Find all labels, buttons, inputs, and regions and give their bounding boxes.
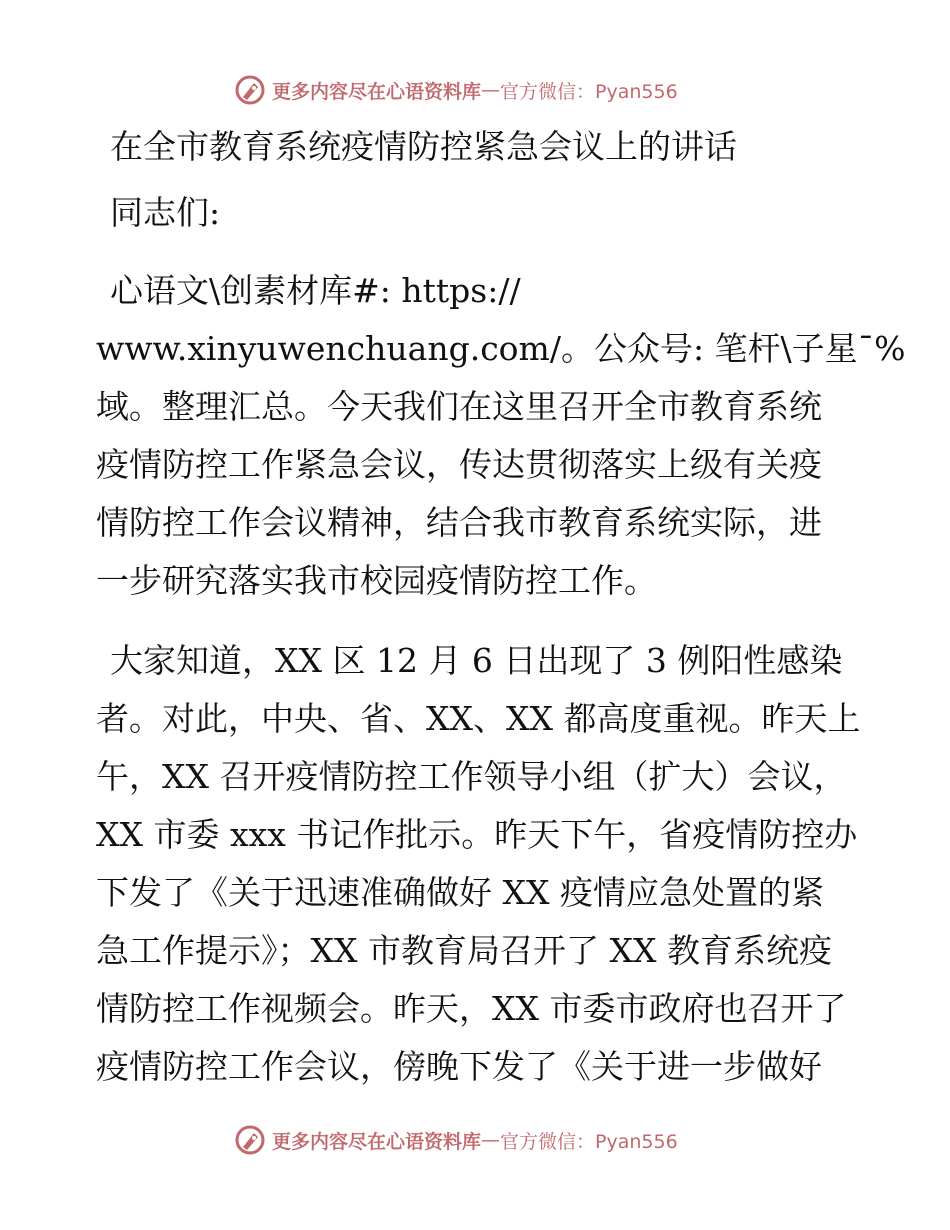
paragraph-line: 午，XX 召开疫情防控工作领导小组（扩大）会议， [96,757,847,796]
watermark-banner-top [234,72,678,108]
paragraph-line: 情防控工作视频会。昨天，XX 市委市政府也召开了 [96,989,847,1028]
watermark-main-text: 更多内容尽在心语资料库 [272,1130,482,1153]
paragraph-line: 疫情防控工作紧急会议，传达贯彻落实上级有关疫 [96,445,822,484]
watermark-banner-bottom [234,1122,678,1158]
document-title: 在全市教育系统疫情防控紧急会议上的讲话 [110,127,737,166]
paragraph-line: 者。对此，中央、省、XX、XX 都高度重视。昨天上 [96,699,861,738]
paragraph-line: www.xinyuwenchuang.com/。公众号: 笔杆\子星¯% [96,329,906,368]
pen-nib-logo-icon [234,74,266,106]
pen-nib-logo-icon [234,1124,266,1156]
paragraph-line: 大家知道，XX 区 12 月 6 日出现了 3 例阳性感染 [110,641,843,680]
watermark-main-text: 更多内容尽在心语资料库 [272,80,482,103]
paragraph-line: 一步研究落实我市校园疫情防控工作。 [96,561,657,600]
paragraph-line: 急工作提示》；XX 市教育局召开了 XX 教育系统疫 [96,931,832,970]
paragraph-line: 情防控工作会议精神，结合我市教育系统实际，进 [96,503,822,542]
document-body [96,118,906,1096]
paragraph-1 [96,262,906,610]
greeting: 同志们: [110,193,221,232]
watermark-sub-text: 官方微信：Pyan556 [500,1130,678,1153]
paragraph-line: 疫情防控工作会议，傍晚下发了《关于进一步做好 [96,1047,822,1086]
watermark-dash: — [481,1129,501,1151]
paragraph-line: 下发了《关于迅速准确做好 XX 疫情应急处置的紧 [96,873,824,912]
watermark-dash: — [481,79,501,101]
paragraph-line: 心语文\创素材库#: https:// [110,271,521,310]
watermark-sub-text: 官方微信：Pyan556 [500,80,678,103]
paragraph-line: XX 市委 xxx 书记作批示。昨天下午，省疫情防控办 [96,815,858,854]
paragraph-line: 域。整理汇总。今天我们在这里召开全市教育系统 [96,387,822,426]
paragraph-2 [96,632,861,1096]
